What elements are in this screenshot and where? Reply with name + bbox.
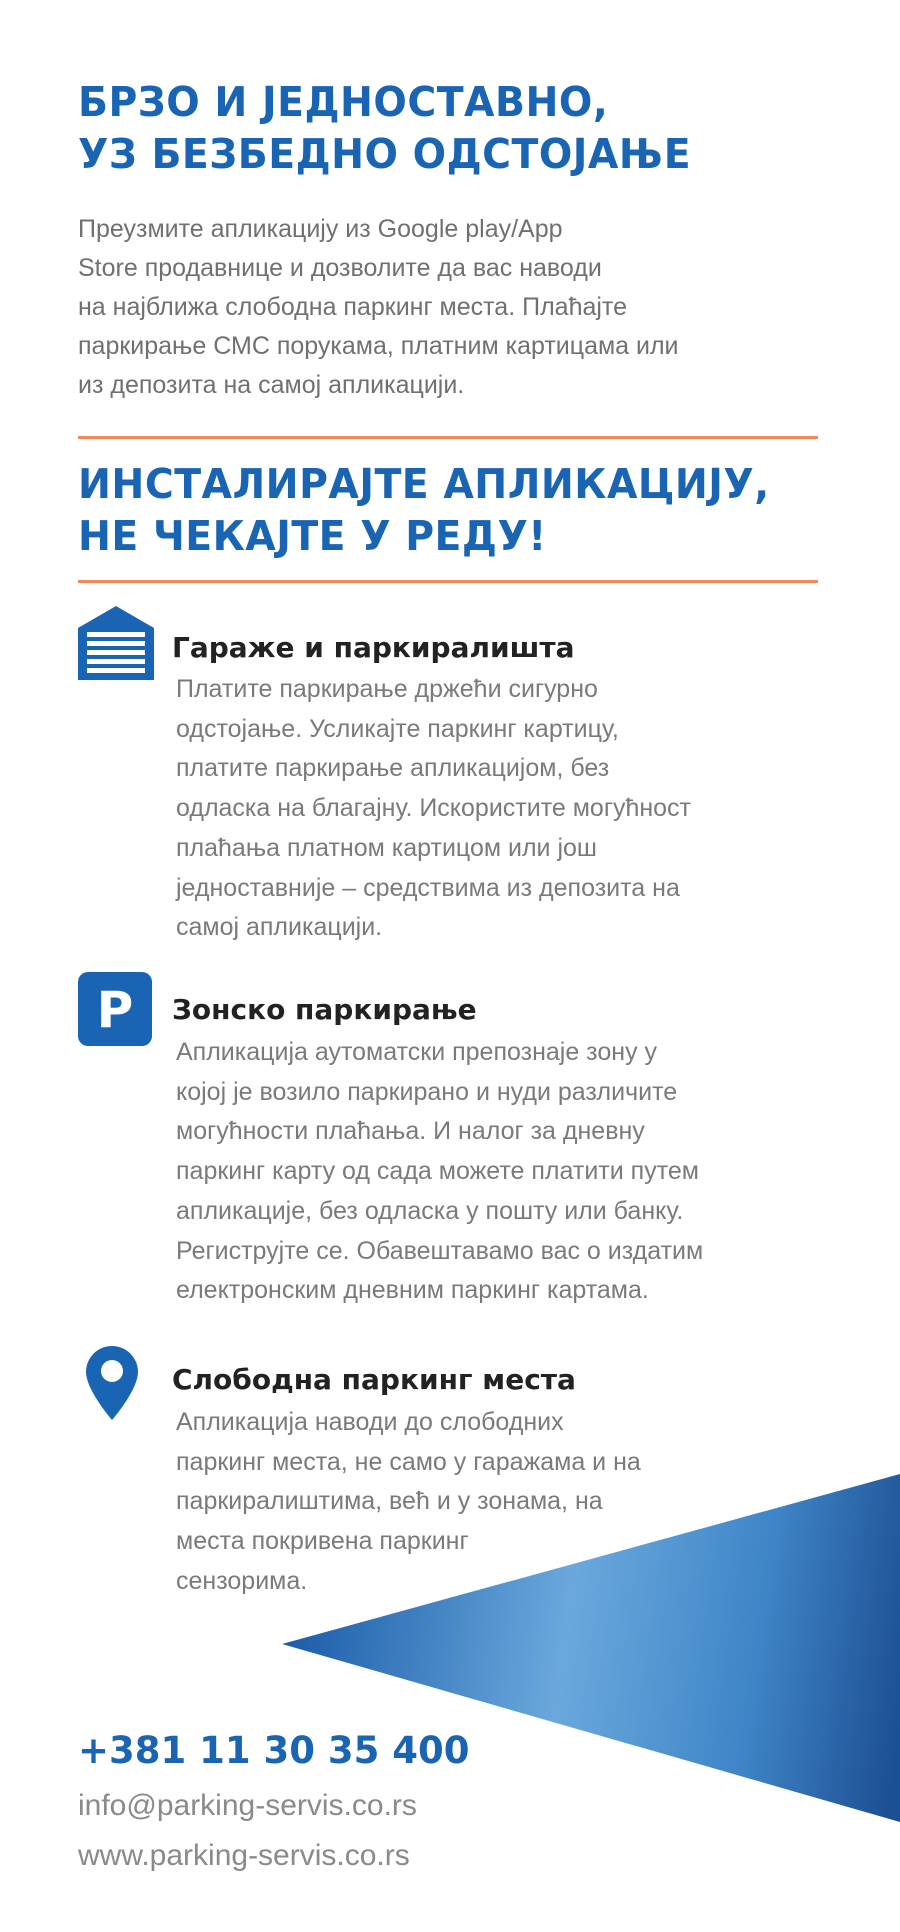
intro-line: Store продавнице и дозволите да вас наводи — [78, 254, 602, 282]
garage-icon — [78, 606, 154, 680]
contact-phone[interactable]: +381 11 30 35 400 — [78, 1729, 470, 1772]
feature-line: самој апликацији. — [176, 913, 383, 942]
intro-line: Преузмите апликацију из Google play/App — [78, 215, 563, 243]
feature-title-garages: Гараже и паркиралишта — [172, 631, 575, 664]
feature-line: сензорима. — [176, 1566, 308, 1595]
feature-line: паркиралиштима, већ и у зонама, на — [176, 1487, 603, 1516]
feature-line: Апликација наводи до слободних — [176, 1408, 564, 1436]
feature-title-zone-parking: Зонско паркирање — [172, 993, 477, 1026]
contact-website[interactable]: www.parking-servis.co.rs — [78, 1839, 410, 1872]
intro-line: на најближа слободна паркинг места. Плаћајте — [78, 293, 627, 321]
feature-line: апликације, без одласка у пошту или банку. — [176, 1196, 684, 1225]
feature-line: паркинг места, не само у гаражама и на — [176, 1447, 641, 1476]
feature-body-free-spaces — [176, 1403, 641, 1602]
parking-sign-icon — [78, 972, 152, 1046]
feature-line: одстојање. Усликајте паркинг картицу, — [176, 714, 619, 743]
feature-line: платите паркирање апликацијом, без — [176, 754, 610, 783]
main-heading-line: БРЗО И ЈЕДНОСТАВНО, — [78, 78, 609, 126]
feature-line: могућности плаћања. И налог за дневну — [176, 1117, 645, 1146]
main-heading-line: УЗ БЕЗБЕДНО ОДСТОЈАЊЕ — [78, 130, 692, 178]
feature-line: једноставније – средствима из депозита на — [176, 873, 680, 902]
intro-line: паркирање СМС порукама, платним картицама или — [78, 332, 679, 360]
install-heading-line: НЕ ЧЕКАЈТЕ У РЕДУ! — [78, 512, 547, 560]
feature-line: одласка на благајну. Искористите могућност — [176, 794, 692, 823]
feature-line: паркинг карту од сада можете платити путем — [176, 1157, 699, 1186]
feature-body-garages — [176, 670, 691, 948]
feature-line: места покривена паркинг — [176, 1527, 469, 1556]
intro-line: из депозита на самој апликацији. — [78, 371, 465, 399]
feature-line: плаћања платном картицом или још — [176, 833, 597, 862]
feature-line: Апликација аутоматски препознаје зону у — [176, 1038, 658, 1066]
divider-top — [78, 436, 818, 439]
location-pin-icon — [86, 1346, 138, 1420]
install-heading — [78, 458, 770, 562]
parking-sign-letter: P — [96, 981, 134, 1039]
main-heading — [78, 76, 691, 180]
feature-line: електронским дневним паркинг картама. — [176, 1276, 649, 1305]
feature-title-free-spaces: Слободна паркинг места — [172, 1363, 576, 1396]
feature-line: Платите паркирање држећи сигурно — [176, 675, 598, 703]
feature-line: којој је возило паркирано и нуди различите — [176, 1077, 678, 1106]
divider-bottom — [78, 580, 818, 583]
intro-paragraph — [78, 210, 798, 405]
contact-email[interactable]: info@parking-servis.co.rs — [78, 1789, 417, 1822]
install-heading-line: ИНСТАЛИРАЈТЕ АПЛИКАЦИЈУ, — [78, 460, 770, 508]
feature-line: Региструјте се. Обавештавамо вас о издатим — [176, 1236, 704, 1265]
feature-body-zone-parking — [176, 1033, 703, 1311]
